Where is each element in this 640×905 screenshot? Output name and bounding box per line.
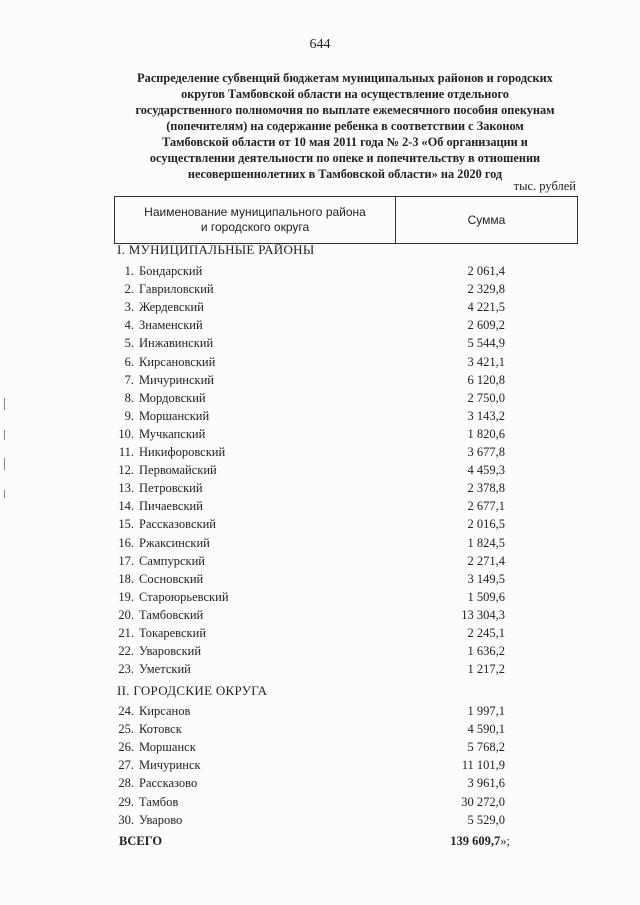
table-row bbox=[0, 282, 640, 300]
row-number: 21. bbox=[118, 626, 134, 640]
row-name: Бондарский bbox=[139, 264, 203, 278]
title-line: несовершеннолетних в Тамбовской области» на 2020 год bbox=[187, 167, 503, 181]
table-row bbox=[0, 499, 640, 517]
row-value: 1 636,2 bbox=[467, 644, 505, 659]
row-name: Никифоровский bbox=[139, 445, 226, 459]
title-line: округов Тамбовской области на осуществление отдельного bbox=[181, 87, 509, 101]
row-name: Ржаксинский bbox=[139, 535, 210, 550]
section-heading-city-districts: II. ГОРОДСКИЕ ОКРУГА bbox=[117, 683, 268, 698]
document-title bbox=[110, 70, 580, 182]
row-value: 2 750,0 bbox=[467, 390, 505, 405]
row-value: 3 421,1 bbox=[467, 354, 505, 369]
column-header-sum: Сумма bbox=[467, 213, 506, 227]
row-name: Моршанский bbox=[139, 408, 210, 423]
row-value: 2 245,1 bbox=[467, 626, 505, 640]
row-number: 17. bbox=[118, 553, 134, 568]
table-row bbox=[0, 264, 640, 282]
row-value: 4 221,5 bbox=[467, 300, 505, 315]
row-number: 12. bbox=[118, 463, 134, 478]
margin-mark bbox=[4, 398, 5, 410]
row-value: 5 529,0 bbox=[467, 812, 505, 827]
table-row bbox=[0, 572, 640, 590]
row-name: Петровский bbox=[139, 481, 203, 496]
row-number: 13. bbox=[118, 481, 134, 496]
table-row bbox=[0, 795, 640, 813]
row-name: Сампурский bbox=[139, 553, 205, 568]
row-value: 30 272,0 bbox=[461, 794, 505, 809]
row-name: Уварово bbox=[139, 812, 183, 827]
row-name: Пичаевский bbox=[139, 499, 203, 514]
row-value: 4 590,1 bbox=[467, 722, 505, 737]
column-header-name-line1: Наименование муниципального района bbox=[144, 205, 366, 219]
table-row bbox=[0, 427, 640, 445]
row-value: 2 016,5 bbox=[467, 517, 505, 532]
row-value: 3 677,8 bbox=[467, 445, 505, 459]
column-header-name bbox=[115, 197, 396, 243]
table-row bbox=[0, 463, 640, 481]
row-number: 6. bbox=[124, 354, 134, 369]
row-number: 4. bbox=[124, 318, 134, 333]
section-heading-districts: I. МУНИЦИПАЛЬНЫЕ РАЙОНЫ bbox=[117, 242, 315, 257]
units-label: тыс. рублей bbox=[513, 179, 576, 193]
row-number: 30. bbox=[118, 812, 134, 827]
row-number: 20. bbox=[118, 607, 134, 622]
row-number: 26. bbox=[118, 740, 134, 755]
row-name: Мичуринск bbox=[139, 758, 201, 773]
column-header-name-line2: и городского округа bbox=[200, 220, 310, 234]
table-row bbox=[0, 776, 640, 794]
row-name: Сосновский bbox=[139, 571, 204, 586]
row-value: 3 143,2 bbox=[467, 408, 505, 423]
row-number: 22. bbox=[118, 644, 134, 659]
page-number: 644 bbox=[309, 37, 331, 52]
row-number: 8. bbox=[124, 390, 134, 405]
row-value: 1 820,6 bbox=[467, 426, 505, 441]
title-line: государственного полномочия по выплате ежемесячного пособия опекунам bbox=[135, 103, 555, 117]
row-value: 5 544,9 bbox=[467, 336, 505, 351]
row-name: Мичуринский bbox=[139, 372, 214, 387]
table-row bbox=[0, 758, 640, 776]
row-name: Инжавинский bbox=[139, 336, 214, 351]
title-line: Тамбовской области от 10 мая 2011 года № 2-3 «Об организации и bbox=[162, 135, 528, 149]
title-line: Распределение субвенций бюджетам муниципальных районов и городских bbox=[137, 71, 553, 85]
row-name: Котовск bbox=[139, 722, 182, 737]
row-name: Жердевский bbox=[139, 300, 204, 315]
row-name: Мучкапский bbox=[139, 426, 206, 441]
title-line: (попечителям) на содержание ребенка в соответствии с Законом bbox=[166, 119, 524, 133]
row-number: 29. bbox=[118, 794, 134, 809]
row-value: 1 217,2 bbox=[467, 662, 505, 677]
total-label: ВСЕГО bbox=[119, 834, 163, 848]
row-name: Рассказовский bbox=[139, 517, 216, 532]
row-number: 2. bbox=[124, 282, 134, 297]
row-value: 11 101,9 bbox=[461, 758, 505, 773]
row-value: 5 768,2 bbox=[467, 740, 505, 755]
row-value: 6 120,8 bbox=[467, 372, 505, 387]
table-row bbox=[0, 336, 640, 354]
row-number: 14. bbox=[118, 499, 134, 514]
row-name: Мордовский bbox=[139, 390, 206, 405]
margin-mark bbox=[4, 458, 5, 470]
row-number: 1. bbox=[124, 264, 134, 278]
row-number: 11. bbox=[118, 445, 134, 459]
row-value: 13 304,3 bbox=[461, 607, 505, 622]
row-value: 2 609,2 bbox=[467, 318, 505, 333]
table-row bbox=[0, 445, 640, 463]
row-number: 23. bbox=[118, 662, 134, 677]
table-row bbox=[0, 662, 640, 680]
row-value: 1 997,1 bbox=[467, 704, 505, 718]
row-name: Кирсанов bbox=[139, 704, 191, 718]
row-name: Токаревский bbox=[139, 626, 207, 640]
margin-mark bbox=[4, 490, 5, 498]
table-row bbox=[0, 481, 640, 499]
table-row bbox=[0, 391, 640, 409]
row-name: Кирсановский bbox=[139, 354, 216, 369]
table-row bbox=[0, 626, 640, 644]
row-name: Знаменский bbox=[139, 318, 203, 333]
row-value: 1 824,5 bbox=[467, 535, 505, 550]
row-number: 10. bbox=[118, 426, 134, 441]
table-row bbox=[0, 300, 640, 318]
table-row bbox=[0, 608, 640, 626]
row-number: 7. bbox=[124, 372, 134, 387]
table-row bbox=[0, 554, 640, 572]
total-value: 139 609,7 bbox=[450, 834, 501, 848]
table-row bbox=[0, 355, 640, 373]
row-number: 28. bbox=[118, 776, 134, 791]
title-line: осуществлении деятельности по опеке и попечительству в отношении bbox=[149, 151, 541, 165]
row-name: Тамбовский bbox=[139, 607, 204, 622]
table-row bbox=[0, 517, 640, 535]
row-number: 25. bbox=[118, 722, 134, 737]
total-value-wrap bbox=[450, 834, 510, 849]
table-header bbox=[114, 196, 578, 244]
row-name: Первомайский bbox=[139, 463, 217, 478]
table-row bbox=[0, 409, 640, 427]
row-name: Староюрьевский bbox=[139, 589, 229, 604]
row-name: Уваровский bbox=[139, 644, 202, 659]
row-name: Тамбов bbox=[139, 794, 179, 809]
row-value: 3 961,6 bbox=[467, 776, 505, 791]
row-name: Уметский bbox=[139, 662, 191, 677]
row-number: 24. bbox=[118, 704, 134, 718]
row-number: 27. bbox=[118, 758, 134, 773]
table-row bbox=[0, 318, 640, 336]
row-number: 18. bbox=[118, 571, 134, 586]
row-value: 3 149,5 bbox=[467, 571, 505, 586]
table-row bbox=[0, 373, 640, 391]
row-name: Рассказово bbox=[139, 776, 198, 791]
row-value: 2 378,8 bbox=[467, 481, 505, 496]
row-number: 3. bbox=[124, 300, 134, 315]
total-suffix: »; bbox=[500, 834, 510, 848]
row-name: Гавриловский bbox=[139, 282, 214, 297]
table-row bbox=[0, 536, 640, 554]
row-value: 2 061,4 bbox=[467, 264, 505, 278]
table-row bbox=[0, 740, 640, 758]
row-value: 1 509,6 bbox=[467, 589, 505, 604]
row-name: Моршанск bbox=[139, 740, 196, 755]
margin-mark bbox=[4, 430, 5, 440]
row-value: 2 271,4 bbox=[467, 553, 505, 568]
table-row bbox=[0, 590, 640, 608]
table-row bbox=[0, 704, 640, 722]
row-number: 15. bbox=[118, 517, 134, 532]
row-number: 9. bbox=[124, 408, 134, 423]
table-row bbox=[0, 644, 640, 662]
row-value: 4 459,3 bbox=[467, 463, 505, 478]
row-value: 2 329,8 bbox=[467, 282, 505, 297]
table-row bbox=[0, 722, 640, 740]
row-number: 16. bbox=[118, 535, 134, 550]
table-row bbox=[0, 813, 640, 831]
row-value: 2 677,1 bbox=[467, 499, 505, 514]
row-number: 19. bbox=[118, 589, 134, 604]
row-number: 5. bbox=[124, 336, 134, 351]
